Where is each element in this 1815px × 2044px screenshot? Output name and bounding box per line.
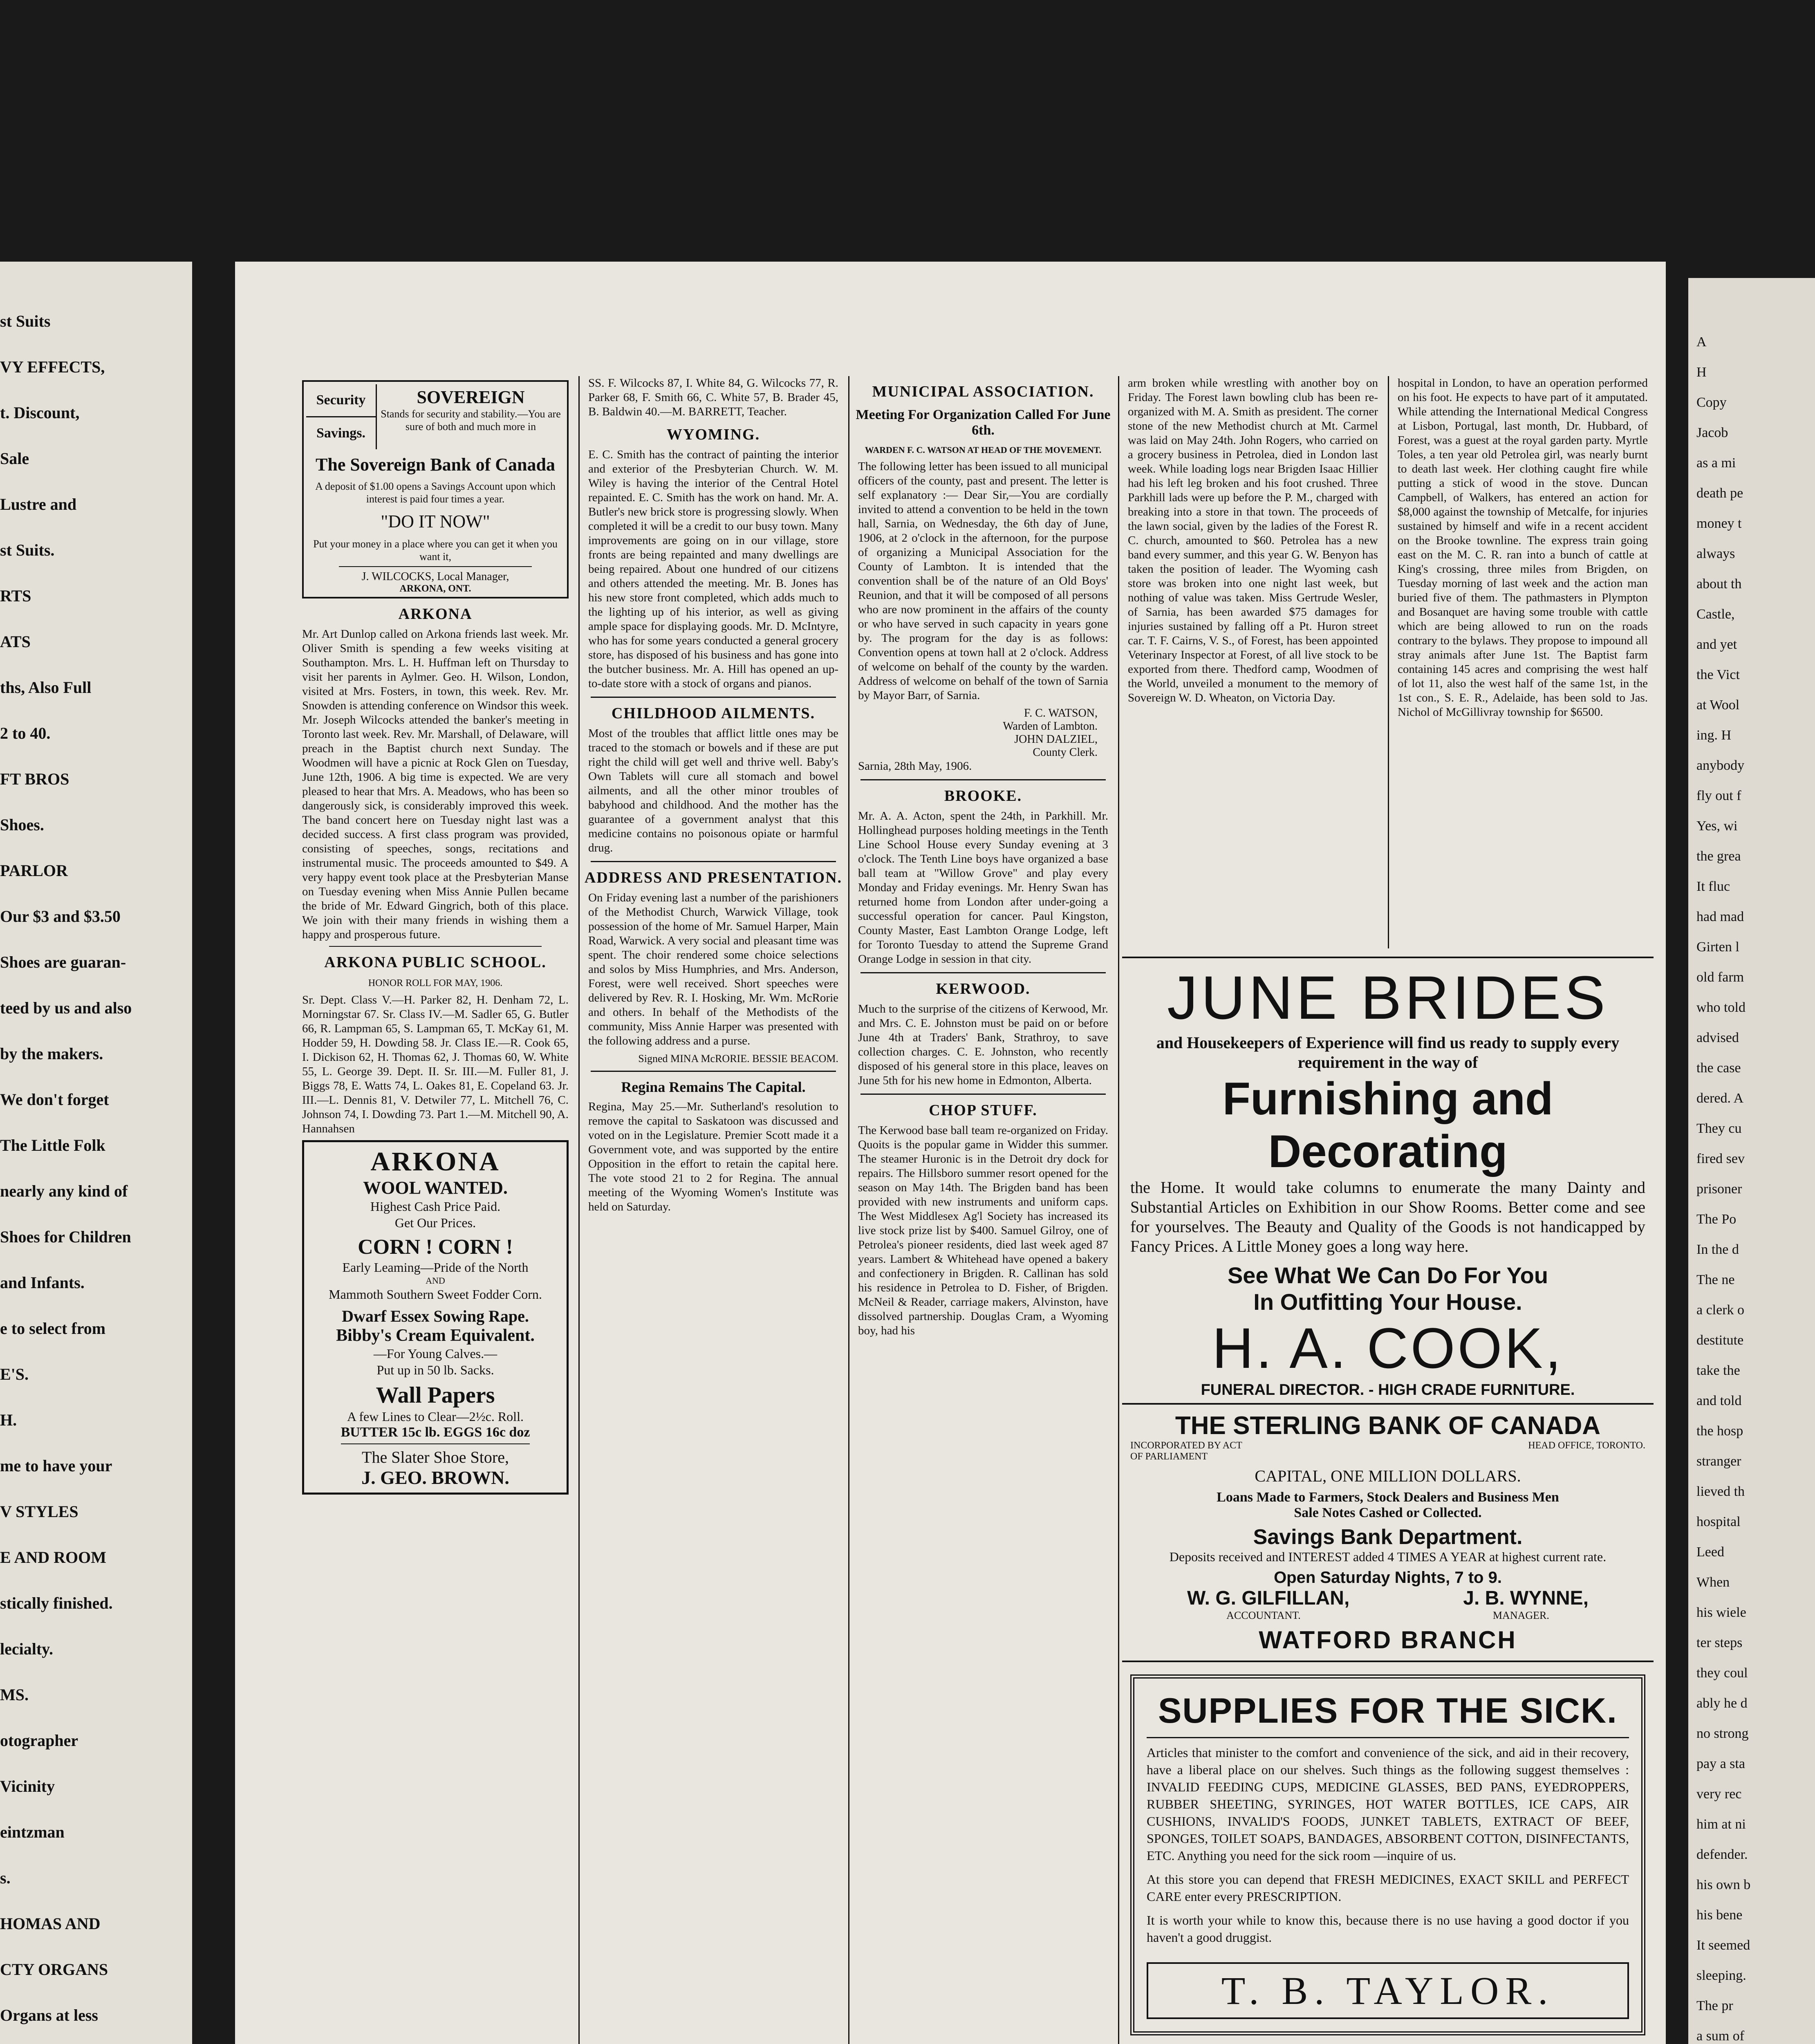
left-fragment-line: MS. xyxy=(0,1685,29,1704)
right-fragment-line: the Vict xyxy=(1696,667,1740,682)
left-fragment-line: V STYLES xyxy=(0,1502,78,1521)
sterling-title: THE STERLING BANK OF CANADA xyxy=(1175,1412,1601,1440)
right-fragment-line: advised xyxy=(1696,1030,1739,1045)
childhood-text: Most of the troubles that afflict little ones may be traced to the stomach or bowels and if these are put right the child will get well and thrive well. Baby's Own Tablets will cure all stomach and bowel ailments, and all the other minor troubles of babyhood and childhood. And the mother has the guarantee of a government analyst that this medicine contains no poisonous opiate or harmful drug. xyxy=(588,727,838,854)
left-fragment-line: HOMAS AND xyxy=(0,1914,101,1933)
column-rule-3 xyxy=(1118,376,1119,2044)
see-what: See What We Can Do For You xyxy=(1227,1262,1548,1288)
sacks-line: Put up in 50 lb. Sacks. xyxy=(376,1363,494,1377)
arkona-heading: ARKONA xyxy=(398,605,473,623)
municipal-date: Sarnia, 28th May, 1906. xyxy=(858,760,972,773)
left-fragment-line: st Suits xyxy=(0,312,51,330)
left-fragment-line: s. xyxy=(0,1869,11,1887)
right-fragment-line: The pr xyxy=(1696,1998,1733,2013)
arkona-wool-ad xyxy=(302,1140,569,1495)
left-fragment-line: Lustre and xyxy=(0,495,77,513)
right-fragment-line: always xyxy=(1696,546,1735,561)
right-fragment-line: old farm xyxy=(1696,970,1744,985)
right-fragment-line: Yes, wi xyxy=(1696,818,1738,834)
right-fragment-line: stranger xyxy=(1696,1454,1741,1469)
left-fragment-line: H. xyxy=(0,1411,17,1429)
left-fragment-line: Shoes for Children xyxy=(0,1228,131,1246)
right-fragment-line: the hosp xyxy=(1696,1423,1743,1439)
right-fragment-line: It seemed xyxy=(1696,1938,1750,1953)
arkona-news: Mr. Art Dunlop called on Arkona friends last week. Mr. Oliver Smith is spending a few weeks visiting at Southampton. Mrs. L. H. Huffman left on Thursday to visit her parents in Aylmer. Geo. H. Wilson, London, visited at Mrs. Fosters, in town, this week. Rev. Mr. Snowden is attending conference on Windsor this week. Mr. Joseph Wilcocks attended the banker's meeting in Toronto last week. Rev. Mr. Marshall, of Delaware, will preach in the Baptist church next Sunday. The Woodmen will have a picnic at Rock Glen on Tuesday, June 12th, 1906. A big time is expected. We are very pleased to hear that Mrs. A. Meadows, who has been so dangerously sick, is considerably improved this week. The band concert here on Tuesday night last was a decided success. A first class program was provided, consisting of speeches, songs, recitations and instrumental music. The proceeds amounted to $49. A very happy event took place at the Presbyterian Manse on Tuesday evening when Miss Annie Pullen became the bride of Mr. Edward Gingrich, both of this place. We join with their many friends in wishing them a happy and prosperous future. xyxy=(302,628,569,941)
right-fragment-line: destitute xyxy=(1696,1333,1744,1348)
left-fragment-line: otographer xyxy=(0,1731,78,1750)
right-fragment-line: at Wool xyxy=(1696,697,1740,713)
left-fragment-line: by the makers. xyxy=(0,1044,103,1063)
wyoming-news: E. C. Smith has the contract of painting the interior and exterior of the Presbyterian Church. W. M. Wiley is having the interior of the Central Hotel repainted. E. C. Smith has the work on hand. Mr. A. Butler's new brick store is progressing slowly. When completed it will be a credit to our busy town. Many improvements are going on in our village, store fronts are being repainted and many dwellings are being repaired. About one hundred of our citizens and others attended the meeting. Mr. B. Jones has his new store front completed, which adds much to the lighting up of his interior, as well as giving ample space for displaying goods. Mr. D. McIntyre, who has for some years conducted a general grocery store, has disposed of his business and has gone into the butcher business. Mr. A. Hill has opened an up-to-date store with a stock of organs and pianos. xyxy=(588,448,838,690)
right-fragment-line: very rec xyxy=(1696,1786,1742,1802)
left-fragment-line: Shoes are guaran- xyxy=(0,953,126,971)
right-fragment-line: no strong xyxy=(1696,1726,1749,1741)
signed-line: Signed MINA McRORIE. BESSIE BEACOM. xyxy=(638,1053,838,1065)
right-fragment-line: Castle, xyxy=(1696,607,1735,622)
right-fragment-line: They cu xyxy=(1696,1121,1742,1136)
cook-name: H. A. COOK, xyxy=(1212,1316,1564,1380)
right-fragment-line: death pe xyxy=(1696,486,1743,501)
right-fragment-line: lieved th xyxy=(1696,1484,1745,1499)
municipal-subheading: Meeting For Organization Called For June 6th. xyxy=(856,407,1111,438)
municipal-signatures xyxy=(852,707,1098,759)
address-text: On Friday evening last a number of the parishioners of the Methodist Church, Warwick Village, took possession of the home of Mr. Samuel Harper, Main Road, Warwick. A very social and pleasant time was spent. The choir rendered some choice selections and solos by Miss Humphries, and Mrs. Anderson, Forest, were well received. Short speeches were delivered by Rev. R. I. Hosking, Mr. Wm. McRorie and others. In behalf of the Methodists of the community, Miss Annie Harper was presented with the following address and a purse. xyxy=(588,891,838,1047)
right-fragment-line: his own b xyxy=(1696,1877,1751,1892)
supplies-sick-ad xyxy=(1130,1674,1645,2035)
left-fragment-line: st Suits. xyxy=(0,541,55,559)
june-brides-ad xyxy=(1122,957,1654,1405)
june-brides-title: JUNE BRIDES xyxy=(1167,963,1609,1032)
open-saturday: Open Saturday Nights, 7 to 9. xyxy=(1274,1569,1502,1587)
right-fragment-line: and told xyxy=(1696,1393,1742,1408)
sign-3: JOHN DALZIEL, xyxy=(1014,733,1098,746)
left-fragment-line: Vicinity xyxy=(0,1777,55,1795)
brooke-text: Mr. A. A. Acton, spent the 24th, in Parkhill. Mr. Hollinghead purposes holding meetings in the Tenth Line School House every Sunday evening at 3 o'clock. The Tenth Line boys have organized a base ball team at "Willow Grove" and play every Monday and Friday evenings. Mr. Henry Swan has returned home from London after under-going a successful operation for cancer. Paul Kingston, County Master, East Lambton Orange Lodge, left for Toronto Tuesday to attend the Supreme Grand Orange Lodge in session in that city. xyxy=(858,809,1108,966)
left-fragment-line: The Little Folk xyxy=(0,1136,105,1154)
june-brides-sub: and Housekeepers of Experience will find us ready to supply every requirement in the way of xyxy=(1156,1033,1620,1071)
chop-text: The Kerwood base ball team re-organized on Friday. Quoits is the popular game in Widder this summer. The steamer Huronic is in the Detroit dry dock for repairs. The Hillsboro summer resort opened for the season on May 14th. The Brigden band has been provided with new instruments and uniform caps. The West Middlesex Ag'l Society has increased its live stock prize list by $400. Samuel Gilroy, one of Petrolea's pioneer residents, died last week aged 87 years. Lambert & Whitehead have opened a bakery and confectionery in Brigden. R. Callinan has sold his residence in Petrolea to D. Fisher, of Brigden. McNeil & Reader, carriage makers, Alvinston, have dissolved partnership. Douglas Cram, a Wyoming boy, had his xyxy=(858,1124,1108,1337)
sign-4: County Clerk. xyxy=(1033,746,1098,759)
left-fragment-line: eintzman xyxy=(0,1823,65,1841)
right-fragment-line: The Po xyxy=(1696,1212,1737,1227)
right-fragment-line: When xyxy=(1696,1575,1730,1590)
left-fragment-line: FT BROS xyxy=(0,770,69,788)
left-fragment-line: lecialty. xyxy=(0,1640,53,1658)
bibby-line: Bibby's Cream Equivalent. xyxy=(336,1326,535,1345)
slater-store: The Slater Shoe Store, xyxy=(362,1448,509,1466)
right-fragment-line: money t xyxy=(1696,516,1742,531)
left-fragment-line xyxy=(0,2038,188,2044)
left-fragment-line: E AND ROOM xyxy=(0,1548,106,1567)
right-fragment-line: ing. H xyxy=(1696,728,1731,743)
wool-ad-title: ARKONA xyxy=(370,1147,500,1177)
butter-eggs: BUTTER 15c lb. EGGS 16c doz xyxy=(341,1425,530,1440)
sale-notes: Sale Notes Cashed or Collected. xyxy=(1294,1505,1482,1520)
right-fragment-line: dered. A xyxy=(1696,1091,1744,1106)
right-fragment-line: The ne xyxy=(1696,1272,1735,1287)
corn-text: Early Leaming—Pride of the North xyxy=(342,1260,529,1275)
sovereign-manager: J. WILCOCKS, Local Manager, xyxy=(361,570,509,583)
manager: MANAGER. xyxy=(1492,1609,1549,1621)
right-fragment-text xyxy=(1696,327,1815,2044)
ads-area xyxy=(1122,957,1654,2044)
sovereign-slogan: "DO IT NOW" xyxy=(381,511,490,531)
sick-text-2: At this store you can depend that FRESH MEDICINES, EXACT SKILL and PERFECT CARE enter every PRESCRIPTION. xyxy=(1147,1872,1629,1904)
left-fragment-line: e to select from xyxy=(0,1319,106,1338)
right-fragment-line: take the xyxy=(1696,1363,1740,1378)
watford-branch: WATFORD BRANCH xyxy=(1259,1626,1517,1654)
sick-text: Articles that minister to the comfort and convenience of the sick, and aid in their recovery, have a liberal place on our shelves. Such things as the following suggest themselves : INVALID FEEDING CUPS, MEDICINE GLASSES, BED PANS, EYEDROPPERS, RUBBER SHEETING, SYRINGES, HOT WATER BOTTLES, ICE CAPS, AIR CUSHIONS, INVALID'S FOODS, JUNKET TABLETS, EXTRACT OF BEEF, SPONGES, TOILET SOAPS, BANDAGES, ABSORBENT COTTON, DISINFECTANTS, ETC. Anything you need for the sick room —inquire of us. xyxy=(1147,1745,1629,1863)
right-fragment-line: It fluc xyxy=(1696,879,1730,894)
right-fragment-line: a clerk o xyxy=(1696,1302,1745,1318)
sovereign-savings-label: Savings. xyxy=(316,426,365,441)
regina-heading: Regina Remains The Capital. xyxy=(621,1079,806,1095)
left-fragment-line: Sale xyxy=(0,449,29,468)
wool-ad-price: Highest Cash Price Paid. xyxy=(370,1199,501,1214)
school-heading: ARKONA PUBLIC SCHOOL. xyxy=(324,954,547,971)
incorporated: INCORPORATED BY ACT OF PARLIAMENT xyxy=(1130,1440,1242,1462)
childhood-heading: CHILDHOOD AILMENTS. xyxy=(611,705,816,722)
column-rule-2 xyxy=(848,376,849,2044)
wyoming-heading: WYOMING. xyxy=(666,426,760,443)
right-fragment-line: hospital xyxy=(1696,1514,1741,1529)
right-fragment-line: Copy xyxy=(1696,395,1727,410)
left-fragment-line: me to have your xyxy=(0,1457,112,1475)
column-5-top xyxy=(1392,376,1654,948)
left-fragment-line: t. Discount, xyxy=(0,403,80,422)
right-fragment-line: ably he d xyxy=(1696,1696,1748,1711)
funeral-line: FUNERAL DIRECTOR. - HIGH CRADE FURNITURE. xyxy=(1201,1381,1575,1399)
left-fragment-line: stically finished. xyxy=(0,1594,113,1612)
right-fragment-line: and yet xyxy=(1696,637,1737,652)
column-3 xyxy=(852,376,1114,2044)
school-honor-roll: Sr. Dept. Class V.—H. Parker 82, H. Denham 72, L. Morningstar 67. Sr. Class IV.—M. Sadler 65, G. Butler 66, R. Lampman 65, S. Lampman 65, T. McKay 61, M. Hodder 59, H. Dowding 58. Jr. Class IE.—R. Cook 65, I. Dickison 62, H. Thomas 62, J. Thomas 60, W. White 55, L. George 39. Dept. II. Sr. III.—M. Fuller 81, J. Biggs 78, E. Watts 74, L. Oakes 81, E. Copeland 63. Jr. III.—L. Dennis 81, V. Detwiler 77, L. Mitchell 76, C. Johnson 74, I. Dowding 73. Part 1.—M. Mitchell 90, A. Hannahsen xyxy=(302,993,569,1135)
taylor-name: T. B. TAYLOR. xyxy=(1221,1969,1555,2013)
school-subheading: HONOR ROLL FOR MAY, 1906. xyxy=(368,978,503,988)
column-2 xyxy=(583,376,844,2044)
kerwood-text: Much to the surprise of the citizens of Kerwood, Mr. and Mrs. C. E. Johnston must be paid on or before June 4th at Traders' Bank, Strathroy, to save collection charges. C. E. Johnston, who recently disposed of his general store in this place, leaves on June 5th for his new home in Edmonton, Alberta. xyxy=(858,1002,1108,1087)
left-fragment-line: VY EFFECTS, xyxy=(0,358,105,376)
savings-dept: Savings Bank Department. xyxy=(1253,1525,1523,1549)
left-fragment-line: teed by us and also xyxy=(0,999,132,1017)
right-fragment-line: A xyxy=(1696,334,1707,350)
calves-line: —For Young Calves.— xyxy=(373,1346,497,1361)
right-fragment-line: the case xyxy=(1696,1060,1741,1076)
right-fragment-line: him at ni xyxy=(1696,1817,1746,1832)
local-news-1: arm broken while wrestling with another boy on Friday. The Forest lawn bowling club has been re-organized with M. A. Smith as president. The corner stone of the new Methodist church at Mt. Carmel was laid on May 24th. John Rogers, who carried on a grocery business in Petrolea, died in London last week. While loading logs near Brigden Isaac Hillier had his left leg broken and his foot crushed. Three Parkhill lads were up before the P. M., charged with breaking into a store in that town. The proceeds of the lawn social, given by the ladies of the Forest R. C. church, amounted to $60. Petrolea has a new band every summer, and this year G. W. Benyon has taken the position of leader. The Wyoming cash store was broken into one night last week, but nothing of value was taken. Miss Gertrude Wesler, of Sarnia, has been awarded $75 damages for injuries sustained by falling off a Pt. Huron street car. T. F. Cairns, V. S., of Forest, has been appointed Veterinary Inspector at Forest, of all live stock to be exported from there. Thedford camp, Woodmen of the World, unveiled a monument to the memory of Sovereign W. D. Wheaton, on Victoria Day. xyxy=(1128,377,1378,704)
sovereign-bank-ad xyxy=(302,380,569,598)
municipal-text: The following letter has been issued to all municipal officers of the county, past and present. The letter is self explanatory :— Dear Sir,—You are cordially invited to attend a convention to be held in the town hall, Sarnia, on Wednesday, the 6th day of June, 1906, at 2 o'clock in the afternoon, for the purpose of organizing a Municipal Association for the County of Lambton. It is intended that the convention shall be of the nature of an Old Boys' Reunion, and that it will be composed of all persons who are now prominent in the affairs of the county or who have served in such capacity in years gone by. The program for the day is as follows: Convention opens at town hall at 2 o'clock. Address of welcome on behalf of the county by the warden. Address of welcome on behalf of the town of Sarnia by Mayor Barr, of Sarnia. xyxy=(858,460,1108,702)
wall-papers: Wall Papers xyxy=(376,1383,495,1408)
left-fragment-line: Organs at less xyxy=(0,2006,98,2024)
sovereign-deposit: A deposit of $1.00 opens a Savings Account upon which interest is paid four times a year. xyxy=(315,480,556,505)
address-heading: ADDRESS AND PRESENTATION. xyxy=(584,869,843,886)
newspaper-page xyxy=(235,262,1666,2044)
right-fragment-line: a sum of xyxy=(1696,2028,1745,2044)
left-fragment-line: We don't forget xyxy=(0,1090,109,1109)
right-fragment-line: H xyxy=(1696,365,1707,380)
local-news-2: hospital in London, to have an operation performed on his foot. He expects to have part of it amputated. While attending the International Medical Congress at Lisbon, Portugal, last month, Dr. Hubbard, of Forest, was a guest at the royal garden party. Myrtle Toles, a ten year old Petrolea girl, was nearly burnt to death last week. Her clothing caught fire while putting a stick of wood in the stove. Duncan Campbell, of Walkers, has entered an action for $8,000 against the township of Metcalfe, for injuries sustained by himself and wife in a recent accident on the Brooke townline. The express train going east on the M. C. R. ran into a bunch of cattle at King's crossing, three miles from Brigden, on Tuesday morning of last week and the action man buried five of them. The pathmasters in Plympton and Bosanquet are having some trouble with cattle which are being allowed to run on the roads contrary to the bylaws. They propose to impound all stray animals after June 1st. The Baptist farm containing 145 acres and comprising the west half of lot 11, also the west half of the same 1st, in the 1st con., S. E. R., Adelaide, has been sold to Jas. Nichol of McGillivray township for $6500. xyxy=(1398,377,1648,719)
sovereign-place: ARKONA, ONT. xyxy=(399,583,471,594)
left-fragment-line: RTS xyxy=(0,587,31,605)
deposits: Deposits received and INTEREST added 4 TIMES A YEAR at highest current rate. xyxy=(1169,1549,1607,1564)
sterling-bank-ad xyxy=(1122,1405,1654,1662)
right-fragment-line: had mad xyxy=(1696,909,1744,924)
sick-title: SUPPLIES FOR THE SICK. xyxy=(1158,1691,1618,1730)
wall-papers-text: A few Lines to Clear—2½c. Roll. xyxy=(347,1409,524,1424)
municipal-subheading-2: WARDEN F. C. WATSON AT HEAD OF THE MOVEMENT. xyxy=(865,445,1102,455)
left-fragment-line: ATS xyxy=(0,632,31,651)
right-fragment-line: defender. xyxy=(1696,1847,1748,1862)
head-office: HEAD OFFICE, TORONTO. xyxy=(1528,1440,1645,1451)
corn-and: AND xyxy=(426,1275,445,1286)
column-1 xyxy=(296,376,574,2044)
column-rule-1 xyxy=(578,376,580,2044)
gilfillan: W. G. GILFILLAN, xyxy=(1187,1587,1350,1609)
left-fragment-line: and Infants. xyxy=(0,1273,85,1292)
regina-text: Regina, May 25.—Mr. Sutherland's resolution to remove the capital to Saskatoon was discussed and voted on in the Legislature. Premier Scott made it a Government vote, and was supported by the entire Opposition in the effort to retain the capital here. The vote stood 21 to 2 for Regina. The annual meeting of the Wyoming Women's Institute was held on Saturday. xyxy=(588,1100,838,1213)
right-fragment-line: his bene xyxy=(1696,1907,1743,1923)
corn-heading: CORN ! CORN ! xyxy=(358,1235,513,1259)
sovereign-security-label: Security xyxy=(316,392,366,408)
right-fragment-line: prisoner xyxy=(1696,1181,1742,1197)
right-fragment-line: pay a sta xyxy=(1696,1756,1745,1771)
corn-text2: Mammoth Southern Sweet Fodder Corn. xyxy=(329,1287,542,1302)
sovereign-bank-name: The Sovereign Bank of Canada xyxy=(316,455,555,475)
sign-2: Warden of Lambton. xyxy=(1003,720,1098,733)
loans: Loans Made to Farmers, Stock Dealers and Business Men xyxy=(1217,1490,1559,1505)
left-fragment-line: ths, Also Full xyxy=(0,678,92,697)
sign-1: F. C. WATSON, xyxy=(1024,707,1098,719)
right-fragment-line: fired sev xyxy=(1696,1151,1745,1166)
left-fragment-line: 2 to 40. xyxy=(0,724,51,742)
honor-roll-continued: SS. F. Wilcocks 87, I. White 84, G. Wilcocks 77, R. Parker 68, F. Smith 66, C. White 57, B. Brader 45, B. Baldwin 40.—M. BARRETT, Teacher. xyxy=(588,377,838,418)
right-fragment-line: as a mi xyxy=(1696,455,1736,471)
left-fragment-line: PARLOR xyxy=(0,861,68,880)
left-fragment-line: E'S. xyxy=(0,1365,29,1383)
accountant: ACCOUNTANT. xyxy=(1226,1609,1301,1621)
right-page-fragment xyxy=(1688,278,1815,2044)
sovereign-title: SOVEREIGN xyxy=(417,387,525,407)
right-fragment-line: about th xyxy=(1696,576,1742,592)
rape-line: Dwarf Essex Sowing Rape. xyxy=(342,1307,529,1325)
wool-ad-prices2: Get Our Prices. xyxy=(394,1215,476,1230)
capital: CAPITAL, ONE MILLION DOLLARS. xyxy=(1255,1467,1521,1485)
right-fragment-line: sleeping. xyxy=(1696,1968,1746,1983)
sick-text-3: It is worth your while to know this, because there is no use having a good doctor if you haven't a good druggist. xyxy=(1147,1913,1629,1945)
right-fragment-line: ter steps xyxy=(1696,1635,1743,1650)
right-fragment-line: his wiele xyxy=(1696,1605,1746,1620)
right-fragment-line: fly out f xyxy=(1696,788,1741,803)
right-fragment-line: who told xyxy=(1696,1000,1746,1015)
right-fragment-line: Jacob xyxy=(1696,425,1728,440)
wynne: J. B. WYNNE, xyxy=(1463,1587,1589,1609)
column-4-top xyxy=(1122,376,1384,948)
furnishing-title: Furnishing and Decorating xyxy=(1222,1073,1553,1177)
june-brides-text: the Home. It would take columns to enumerate the many Dainty and Substantial Articles on Exhibition in our Show Rooms. Better come and see for yourselves. The Beauty and Quality of the Goods is not handicapped by Fancy Prices. A Little Money goes a long way here. xyxy=(1130,1178,1645,1255)
left-fragment-line: Our $3 and $3.50 xyxy=(0,907,121,926)
right-fragment-line: Girten l xyxy=(1696,939,1739,955)
brooke-heading: BROOKE. xyxy=(944,787,1022,805)
chop-heading: CHOP STUFF. xyxy=(929,1102,1037,1119)
right-fragment-line: Leed xyxy=(1696,1544,1724,1560)
left-fragment-line: Shoes. xyxy=(0,816,44,834)
wool-ad-heading: WOOL WANTED. xyxy=(363,1178,508,1198)
outfitting: In Outfitting Your House. xyxy=(1253,1289,1522,1315)
municipal-heading: MUNICIPAL ASSOCIATION. xyxy=(872,383,1094,400)
sovereign-text: Stands for security and stability.—You are sure of both and much more in xyxy=(381,408,561,433)
left-fragment-line: CTY ORGANS xyxy=(0,1960,108,1979)
brown-name: J. GEO. BROWN. xyxy=(361,1467,509,1488)
sovereign-money: Put your money in a place where you can get it when you want it, xyxy=(313,538,558,563)
right-fragment-line: anybody xyxy=(1696,758,1745,773)
column-rule-4 xyxy=(1388,376,1389,948)
right-fragment-line: they coul xyxy=(1696,1665,1748,1681)
right-fragment-line: In the d xyxy=(1696,1242,1739,1257)
left-page-fragment xyxy=(0,262,192,2044)
kerwood-heading: KERWOOD. xyxy=(936,980,1031,997)
left-fragment-line: nearly any kind of xyxy=(0,1182,128,1200)
left-fragment-text xyxy=(0,298,188,2044)
right-fragment-line: the grea xyxy=(1696,849,1741,864)
